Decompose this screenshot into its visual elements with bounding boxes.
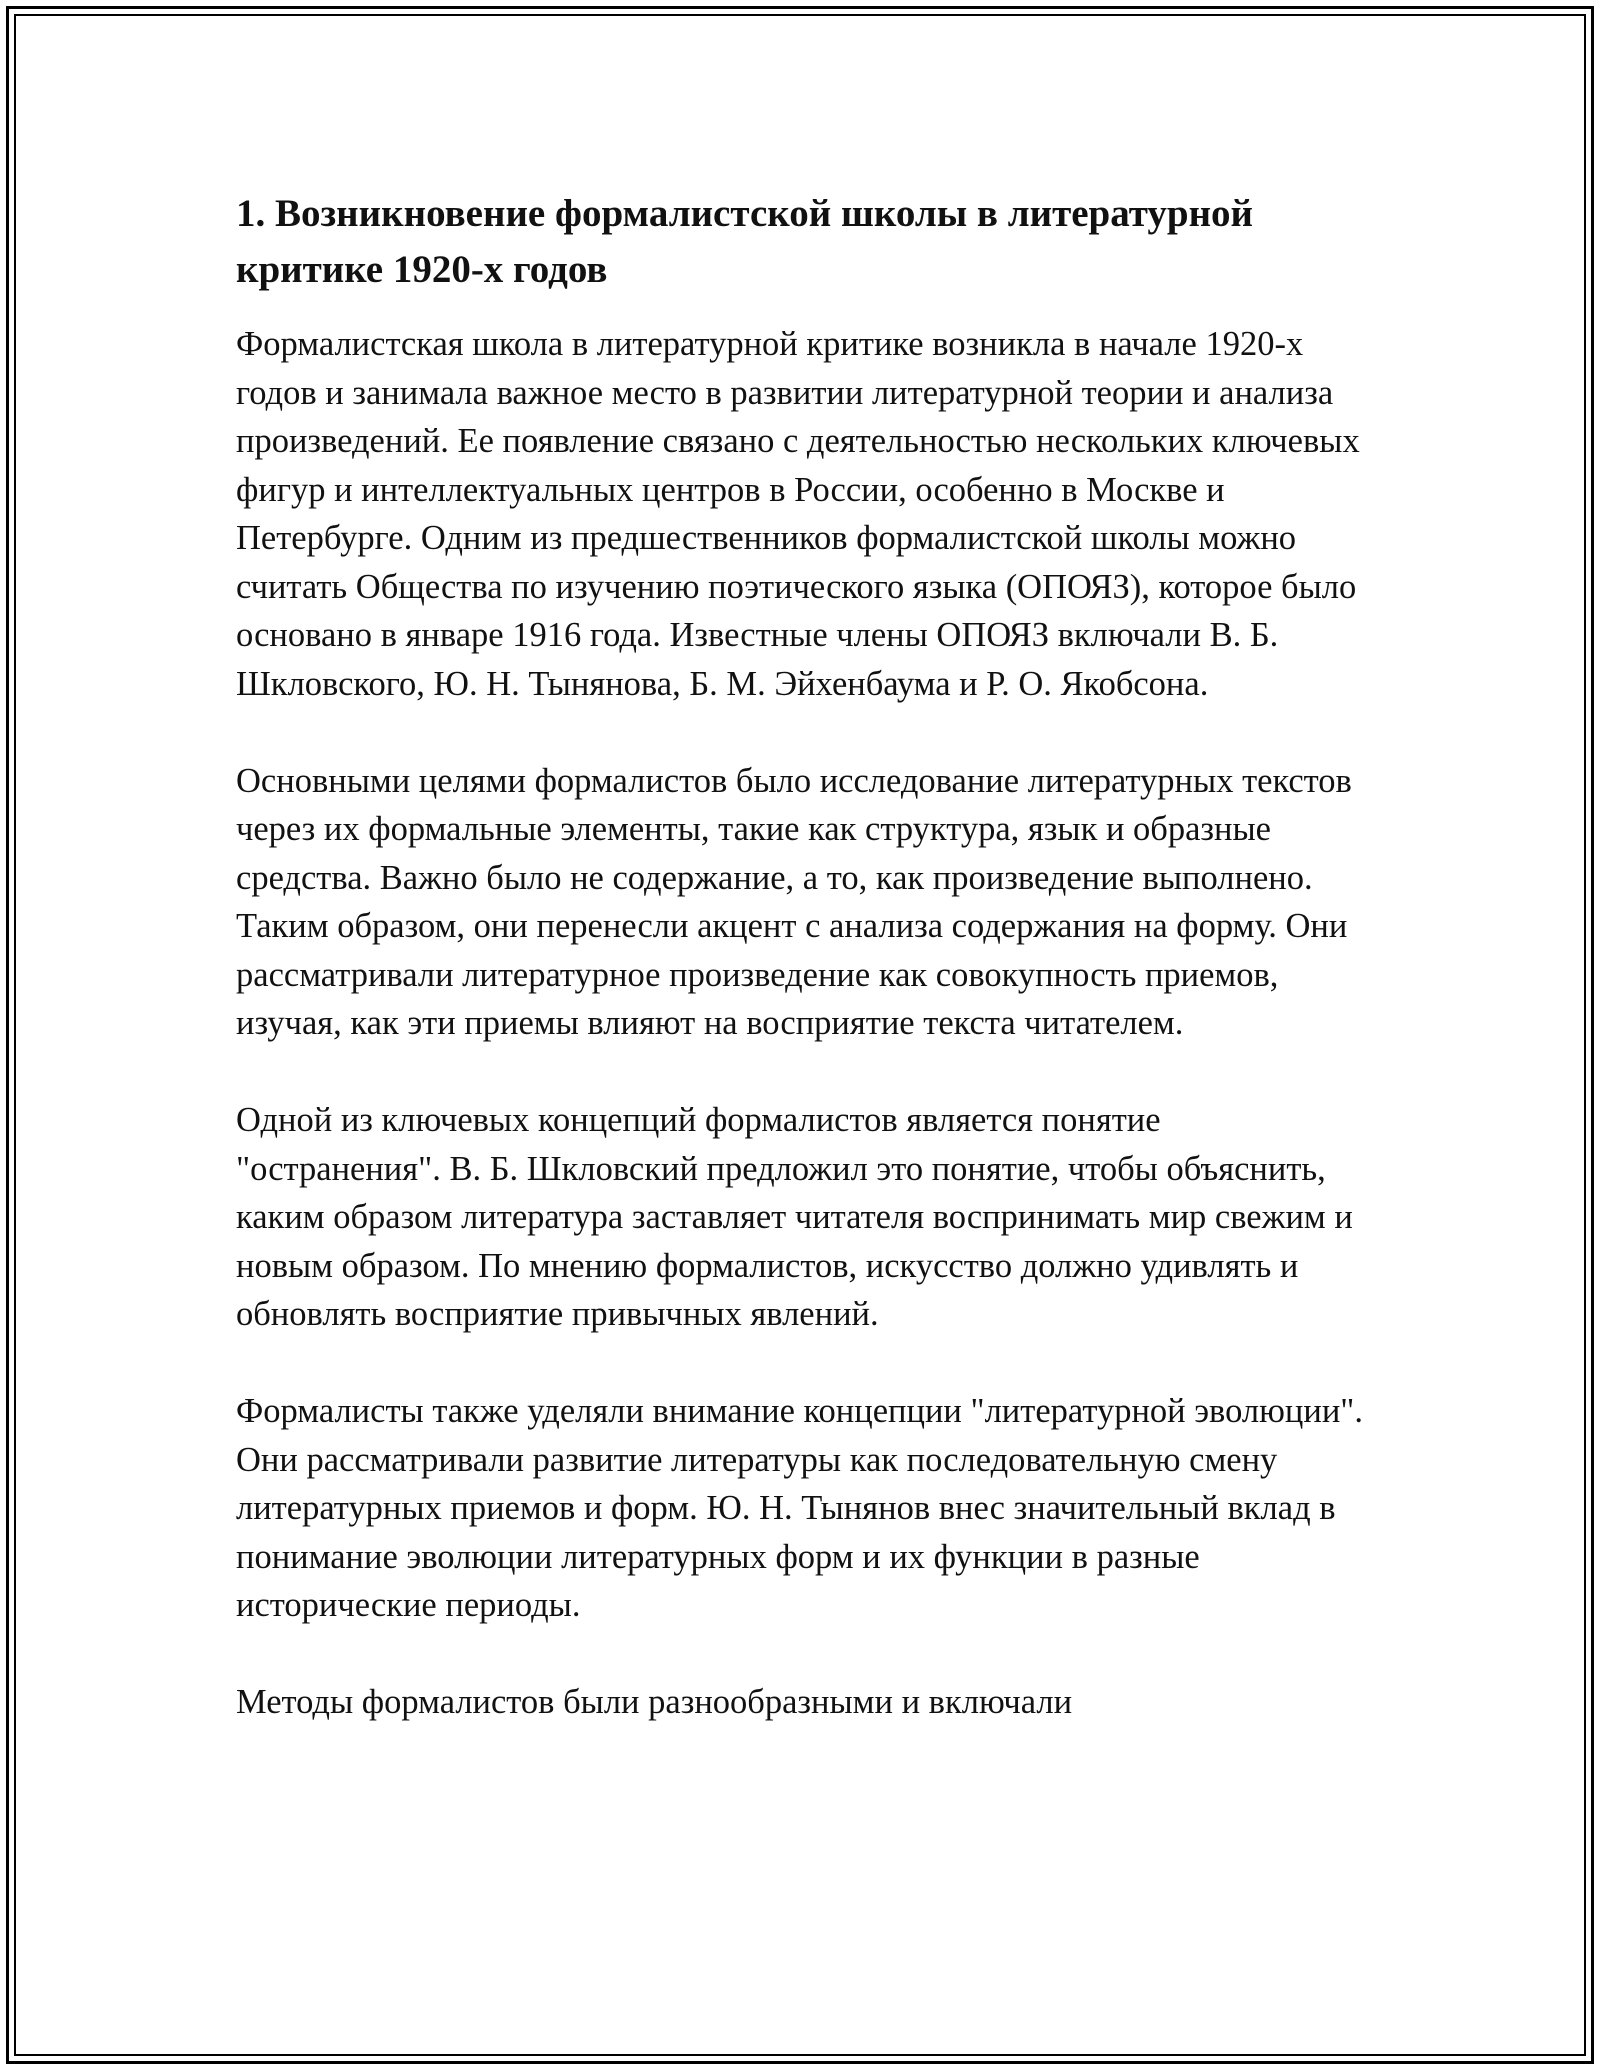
paragraph-1: Формалистская школа в литературной критике возникла в начале 1920-х годов и занимала важное место в развитии литературной теории и анализа произведений. Ее появление связано с деятельностью нескольких ключевых фигур и интеллектуальных центров в России, особенно в Москве и Петербурге. Одним из предшественников формалистской школы можно считать Общества по изучению поэтического языка (ОПОЯЗ), которое было основано в январе 1916 года. Известные члены ОПОЯЗ включали В. Б. Шкловского, Ю. Н. Тынянова, Б. М. Эйхенбаума и Р. О. Якобсона. xyxy=(236,325,1360,703)
paragraph-5: Методы формалистов были разнообразными и включали xyxy=(236,1683,1073,1721)
document-title: 1. Возникновение формалистской школы в литературной критике 1920-х годов xyxy=(236,192,1254,291)
paragraph-3: Одной из ключевых концепций формалистов является понятие "остранения". В. Б. Шкловский предложил это понятие, чтобы объяснить, каким образом литература заставляет читателя воспринимать мир свежим и новым образом. По мнению формалистов, искусство должно удивлять и обновлять восприятие привычных явлений. xyxy=(236,1101,1353,1333)
document-body xyxy=(236,186,1366,1775)
paragraph-2: Основными целями формалистов было исследование литературных текстов через их формальные элементы, такие как структура, язык и образные средства. Важно было не содержание, а то, как произведение выполнено. Таким образом, они перенесли акцент с анализа содержания на форму. Они рассматривали литературное произведение как совокупность приемов, изучая, как эти приемы влияют на восприятие текста читателем. xyxy=(236,761,1352,1042)
paragraph-4: Формалисты также уделяли внимание концепции "литературной эволюции". Они рассматривали развитие литературы как последовательную смену литературных приемов и форм. Ю. Н. Тынянов внес значительный вклад в понимание эволюции литературных форм и их функции в разные исторические периоды. xyxy=(236,1392,1363,1624)
